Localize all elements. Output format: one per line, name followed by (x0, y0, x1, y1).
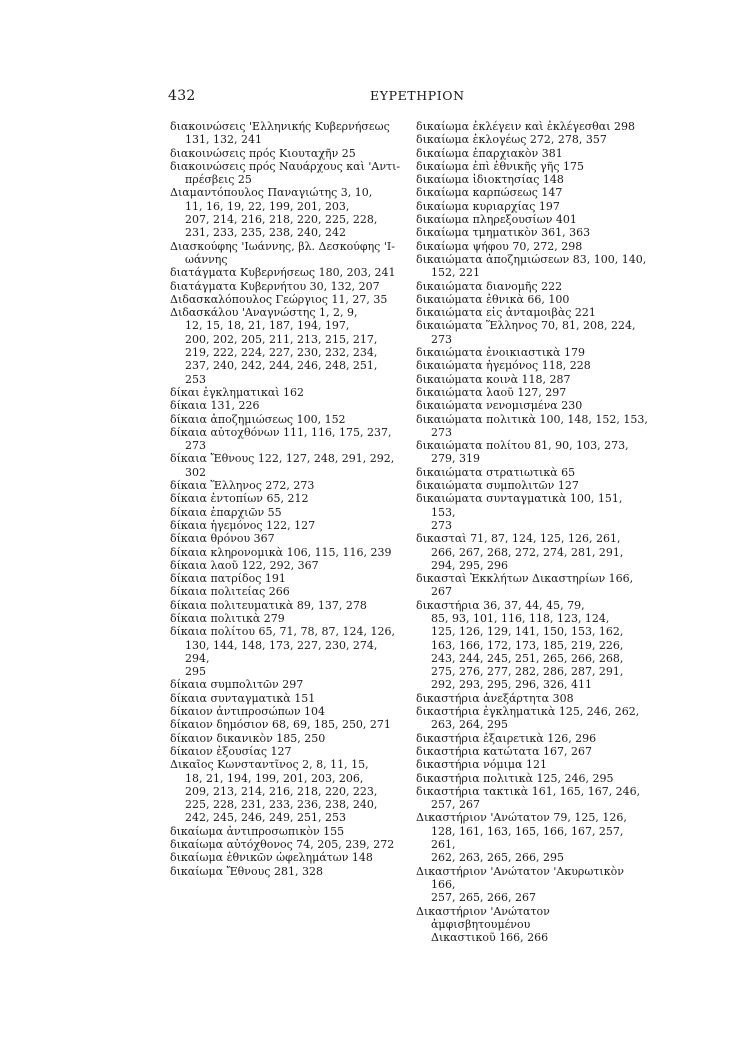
index-entry: δικαιώματα ἐνοικιαστικὰ 179 (416, 346, 585, 360)
index-entry: δικαίωμα ἀντιπροσωπικὸν 155 (170, 824, 345, 838)
index-entry: δίκαια πολιτείας 266 (170, 585, 290, 599)
index-entry: δικαιώματα συνταγματικὰ 100, 151, 153, 273 (416, 492, 623, 532)
index-entry: διακοινώσεις πρός Ναυάρχους καὶ 'Αντι- πρέσβεις 25 (170, 159, 401, 187)
page-number: 432 (168, 88, 196, 104)
index-entry: δικαίωμα ἐπαρχιακὸν 381 (416, 146, 563, 160)
index-entry: δίκαια λαοῦ 122, 292, 367 (170, 558, 319, 572)
index-entry: δικαστήρια ἐξαιρετικὰ 126, 296 (416, 731, 597, 745)
index-entry: δίκαια Ἕλληνος 272, 273 (170, 479, 315, 493)
index-entry: δικαιώματα ἡγεμόνος 118, 228 (416, 359, 591, 373)
index-entry: δικασταὶ Ἐκκλήτων Δικαστηρίων 166, 267 (416, 572, 637, 599)
index-entry: δίκαια κληρονομικὰ 106, 115, 116, 239 (170, 545, 392, 559)
index-entry: Διδασκάλου 'Αναγνώστης 1, 2, 9, 12, 15, 18, 21, 187, 194, 197, 200, 202, 205, 211, 213, 215, 217, 219, 222, 224, 227, 230, 232, 234, 237, 240, 242, 244, 246, 248, 251, 253 (170, 306, 378, 386)
index-entry: δικαστήρια πολιτικὰ 125, 246, 295 (416, 771, 614, 785)
index-entry: δίκαιον δικανικὸν 185, 250 (170, 731, 326, 745)
index-entry: δίκαια πολιτικὰ 279 (170, 611, 285, 625)
index-entry: δικαιώματα λαοῦ 127, 297 (416, 385, 567, 399)
index-entry: δικαστήρια τακτικὰ 161, 165, 167, 246, 257, 267 (416, 784, 641, 812)
index-entry: Δικαστήριον 'Ανώτατον 'Ακυρωτικὸν 166, 257, 265, 266, 267 (416, 864, 624, 905)
index-entry: δικαίωμα ἐκλογέως 272, 278, 357 (416, 133, 607, 147)
index-entry: δικαίωμα πληρεξουσίων 401 (416, 213, 577, 227)
index-entry: δικαιώματα διανομῆς 222 (416, 279, 563, 293)
index-entry: δικαιώματα συμπολιτῶν 127 (416, 479, 579, 493)
index-entry: διακοινώσεις πρός Κιουταχῆν 25 (170, 146, 356, 160)
index-entry: δικαστήρια ἐγκληματικὰ 125, 246, 262, 263, 264, 295 (416, 705, 640, 732)
index-entry: δικαιώματα στρατιωτικὰ 65 (416, 465, 576, 479)
index-entry: δικαίωμα ἰδιοκτησίας 148 (416, 173, 564, 187)
index-entry: δίκαια πολίτου 65, 71, 78, 87, 124, 126, 130, 144, 148, 173, 227, 230, 274, 294, 295 (170, 625, 395, 679)
index-entry: δικαίωμα ἐπὶ ἐθνικῆς γῆς 175 (416, 159, 585, 173)
index-entry: δικαίωμα αὐτόχθονος 74, 205, 239, 272 (170, 838, 395, 852)
index-entry: δικαίωμα ψήφου 70, 272, 298 (416, 239, 583, 253)
index-entry: Δικαστήριον 'Ανώτατον ἀμφισβητουμένου Δικαστικοῦ 166, 266 (416, 904, 550, 945)
index-entry: δίκαια θρόνου 367 (170, 532, 275, 546)
index-entry: δικαίωμα καρπώσεως 147 (416, 186, 563, 200)
index-entry: δίκαια πολιτευματικὰ 89, 137, 278 (170, 598, 367, 612)
index-entry: διατάγματα Κυβερνήτου 30, 132, 207 (170, 279, 380, 293)
index-entry: δίκαια συμπολιτῶν 297 (170, 678, 304, 692)
index-entry: δικαστήρια ἀνεξάρτητα 308 (416, 691, 574, 705)
index-entry: δικαιώματα Ἕλληνος 70, 81, 208, 224, 273 (416, 319, 636, 346)
index-entry: διακοινώσεις 'Ελληνικής Κυβερνήσεως 131, 132, 241 (170, 120, 390, 147)
index-entry: Δικαστήριον 'Ανώτατον 79, 125, 126, 128, 161, 163, 165, 166, 167, 257, 261, 262, 263, 265, 266, 295 (416, 811, 627, 865)
index-entry: δικαιώματα εἰς ἀνταμοιβὰς 221 (416, 306, 596, 320)
index-entry: δίκαιον ἀντιπροσώπων 104 (170, 705, 326, 719)
index-entry: δίκαι ἐγκληματικαὶ 162 (170, 385, 305, 399)
index-entry: δικασταὶ 71, 87, 124, 125, 126, 261, 266, 267, 268, 272, 274, 281, 291, 294, 295, 296 (416, 532, 624, 572)
index-entry: δικαίωμα τμηματικὸν 361, 363 (416, 226, 591, 240)
index-entry: δίκαια αὐτοχθόνων 111, 116, 175, 237, 273 (170, 425, 392, 453)
index-entry: δίκαια πατρίδος 191 (170, 572, 286, 586)
index-entry: Διδασκαλόπουλος Γεώργιος 11, 27, 35 (170, 292, 388, 306)
index-entry: δικαιώματα νενομισμένα 230 (416, 399, 583, 413)
index-entry: δικαστήρια 36, 37, 44, 45, 79, 85, 93, 101, 116, 118, 123, 124, 125, 126, 129, 141, 150, 153, 162, 163, 166, 172, 173, 185, 219, 226, 243, 244, 245, 251, 265, 266, 268, 275, 276, 277, 282, 286, 287, 291, 292, 293, 295, 296, 326, 411 (416, 598, 624, 692)
index-entry: δικαίωμα ἐθνικῶν ὠφελημάτων 148 (170, 851, 373, 865)
index-entry: δικαίωμα κυριαρχίας 197 (416, 199, 560, 213)
index-entry: δίκαια συνταγματικὰ 151 (170, 691, 316, 705)
index-entry: δικαιώματα πολίτου 81, 90, 103, 273, 279, 319 (416, 439, 629, 466)
index-entry: δικαίωμα ἐκλέγειν καὶ ἐκλέγεσθαι 298 (416, 120, 636, 133)
index-entry: δίκαια 131, 226 (170, 399, 260, 413)
index-entry: δίκαιον ἐξουσίας 127 (170, 744, 292, 758)
index-entry: δικαιώματα ἀποζημιώσεων 83, 100, 140, 152, 221 (416, 252, 647, 280)
index-entry: δικαίωμα Ἔθνους 281, 328 (170, 864, 323, 878)
index-column-right (416, 120, 650, 944)
index-entry: δικαστήρια κατώτατα 167, 267 (416, 744, 592, 758)
index-entry: διατάγματα Κυβερνήσεως 180, 203, 241 (170, 266, 396, 280)
index-entry: δίκαια Ἔθνους 122, 127, 248, 291, 292, 302 (170, 452, 395, 479)
index-entry: δίκαια ἐπαρχιῶν 55 (170, 505, 282, 519)
index-entry: δικαστήρια νόμιμα 121 (416, 758, 547, 772)
index-entry: δίκαιον δημόσιον 68, 69, 185, 250, 271 (170, 718, 391, 732)
running-head: ΕΥΡΕΤΗΡΙΟΝ (370, 88, 465, 103)
index-entry: δικαιώματα πολιτικὰ 100, 148, 152, 153, 273 (416, 412, 648, 439)
index-entry: Διαμαντόπουλος Παναγιώτης 3, 10, 11, 16, 19, 22, 199, 201, 203, 207, 214, 216, 218, 220, 225, 228, 231, 233, 235, 238, 240, 242 (170, 186, 378, 240)
index-column-left (170, 120, 402, 878)
index-entry: Δικαῖος Κωνσταντῖνος 2, 8, 11, 15, 18, 21, 194, 199, 201, 203, 206, 209, 213, 214, 216, 218, 220, 223, 225, 228, 231, 233, 236, 238, 240, 242, 245, 246, 249, 251, 253 (170, 758, 378, 825)
index-entry: δικαιώματα ἐθνικὰ 66, 100 (416, 292, 570, 306)
index-entry: δίκαια ἐντοπίων 65, 212 (170, 492, 309, 506)
index-entry: δικαιώματα κοινὰ 118, 287 (416, 372, 571, 386)
index-entry: δίκαια ἡγεμόνος 122, 127 (170, 518, 316, 532)
index-entry: δίκαια ἀποζημιώσεως 100, 152 (170, 412, 346, 426)
index-entry: Διασκούφης 'Ιωάννης, βλ. Δεσκούφης 'Ι- ωάννης (170, 239, 395, 266)
